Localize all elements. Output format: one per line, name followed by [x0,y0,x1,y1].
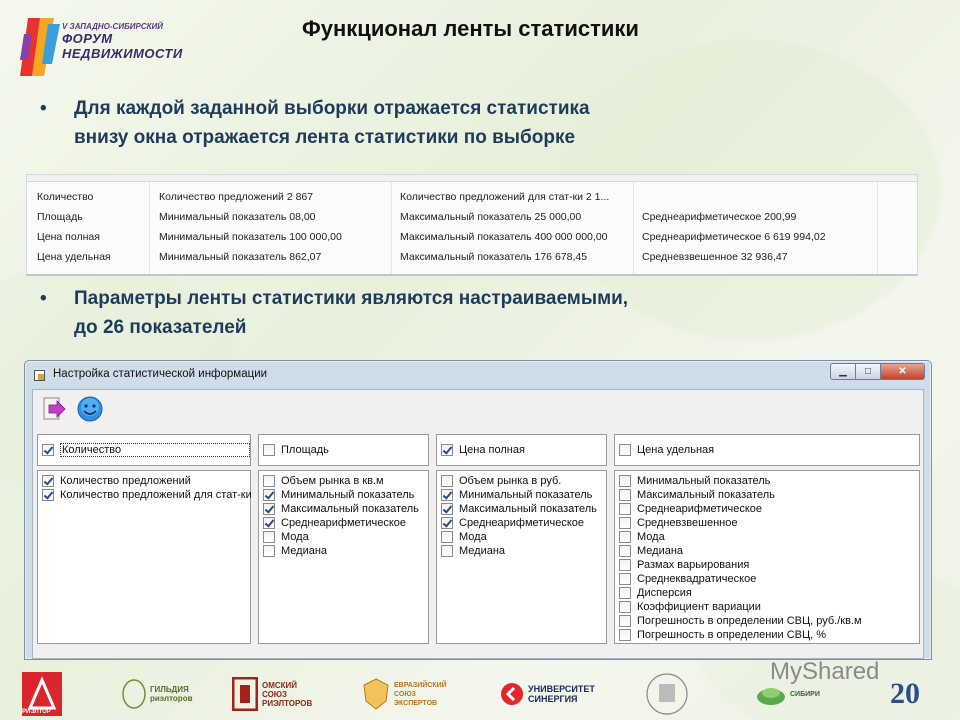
list-item[interactable] [619,558,749,572]
list-item-label: Медиана [281,545,328,557]
checkbox[interactable] [441,517,453,529]
eurasian-union-logo-icon [362,677,390,711]
group-list-unit-price [614,470,920,644]
strip-cell: Максимальный показатель 25 000,00 [400,211,582,223]
statistics-strip [26,174,918,276]
forum-logo [20,14,183,80]
checkbox[interactable] [441,475,453,487]
logo-line-2: НЕДВИЖИМОСТИ [62,46,183,61]
checkbox[interactable] [441,545,453,557]
list-item[interactable] [619,628,826,642]
list-item-label: Среднеквадратическое [637,573,757,585]
group-header-quantity [37,434,251,466]
bullet-2-line-2: до 26 показателей [74,317,247,338]
list-item[interactable] [619,572,756,586]
partner-logo-20 [890,672,920,716]
partner-logo-eurasian-union [362,672,447,716]
list-item-label: Минимальный показатель [459,489,593,501]
dialog-client-area [32,389,924,659]
checkbox[interactable] [619,629,631,641]
checkbox[interactable] [619,587,631,599]
checkbox[interactable] [441,489,453,501]
list-item-label: Минимальный показатель [281,489,415,501]
list-item[interactable] [619,488,775,502]
list-item[interactable] [441,488,592,502]
checkbox[interactable] [263,517,275,529]
minimize-button[interactable]: ▁ [830,363,856,380]
bullet-1-line-1: Для каждой заданной выборки отражается статистика [74,98,590,119]
bullet-2-line-1: Параметры ленты статистики являются настраиваемыми, [74,288,629,309]
list-item[interactable] [263,516,406,530]
checkbox-label: Цена полная [459,444,525,456]
strip-header-bar [27,175,917,182]
list-item-label: Размах варьирования [637,559,750,571]
list-item[interactable] [619,614,862,628]
list-item[interactable] [441,516,584,530]
list-item-label: Максимальный показатель [281,503,419,515]
dialog-titlebar[interactable] [25,361,931,389]
checkbox[interactable] [619,489,631,501]
partner-logo-text: СОЮЗ [262,689,288,699]
dialog-title: Настройка статистической информации [53,368,268,380]
strip-cell: Минимальный показатель 862,07 [159,251,322,263]
logo-line-1: ФОРУМ [62,31,113,46]
partner-logo-text: ГИЛЬДИЯ [150,685,189,694]
checkbox-label: Цена удельная [637,444,715,456]
header-checkbox-row[interactable] [263,443,329,457]
partner-logo-text: РИЭЛТОР [22,709,51,715]
bullet-marker: • [40,288,47,309]
strip-cell: Количество [37,191,94,203]
list-item[interactable] [619,586,692,600]
strip-cell: Максимальный показатель 400 000 000,00 [400,231,608,243]
list-item-label: Мода [459,531,487,543]
partner-logo-text: УНИВЕРСИТЕТ [528,684,595,694]
header-checkbox-row[interactable] [42,443,250,457]
watermark: MyShared [770,658,880,685]
group-list-area [258,470,429,644]
list-item[interactable] [42,474,191,488]
checkbox[interactable] [619,601,631,613]
bullet-1-line-2: внизу окна отражается лента статистики по выборке [74,127,576,148]
partner-logo-synergy [500,672,595,716]
partner-logo-text: риэлторов [150,694,193,703]
list-item-label: Дисперсия [637,587,692,599]
close-button[interactable]: ✕ [881,363,925,380]
list-item-label: Минимальный показатель [637,475,771,487]
strip-cell: Максимальный показатель 176 678,45 [400,251,588,263]
list-item-label: Максимальный показатель [459,503,597,515]
list-item-label: Коэффициент вариации [637,601,761,613]
strip-cell [642,187,826,207]
dialog-toolbar [33,390,923,426]
checkbox[interactable] [263,531,275,543]
list-item-label: Погрешность в определении СВЦ, % [637,629,827,641]
list-item[interactable] [263,502,419,516]
omsk-union-logo-icon [232,677,258,711]
strip-cell: Среднеарифметическое 6 619 994,02 [642,231,826,243]
list-item-label: Объем рынка в кв.м [281,475,384,487]
strip-cell: Средневзвешенное 32 936,47 [642,251,788,263]
list-item-label: Среднеарифметическое [281,517,406,529]
partner-logo-omsk-union [232,672,312,716]
checkbox[interactable] [619,573,631,585]
partner-logo-guild [122,672,193,716]
list-item[interactable] [619,544,683,558]
strip-divider [149,182,150,274]
list-item[interactable] [263,544,327,558]
list-item-label: Медиана [637,545,684,557]
checkbox[interactable] [619,545,631,557]
group-header-unit-price [614,434,920,466]
list-item-label: Средневзвешенное [637,517,738,529]
strip-cell: Количество предложений 2 867 [159,191,314,203]
strip-cell: Количество предложений для стат-ки 2 1... [400,191,610,203]
checkbox[interactable] [263,444,275,456]
checkbox-label: Площадь [281,444,329,456]
list-item[interactable] [441,544,505,558]
smiley-icon[interactable] [77,396,103,422]
strip-cell: Цена полная [37,231,100,243]
checkbox[interactable] [42,475,54,487]
list-item[interactable] [441,474,561,488]
checkbox[interactable] [619,475,631,487]
partner-logo-text: СИБИРИ [790,690,820,698]
list-item[interactable] [619,474,770,488]
checkbox[interactable] [263,503,275,515]
partner-logo-text: ЕВРАЗИЙСКИЙ [394,681,447,689]
group-list-full-price [436,470,607,644]
strip-cell: Цена удельная [37,251,111,263]
checkbox[interactable] [619,517,631,529]
checkbox[interactable] [619,615,631,627]
checkbox[interactable] [619,503,631,515]
strip-cell: Площадь [37,211,83,223]
strip-column-4 [642,187,826,267]
list-item[interactable] [263,530,309,544]
bullet-marker: • [40,98,47,119]
group-list-quantity [37,470,251,644]
list-item-label: Объем рынка в руб. [459,475,562,487]
checkbox[interactable] [619,444,631,456]
list-item[interactable] [619,502,762,516]
checkbox-label: Количество [60,443,250,457]
partner-logo-text: 20 [890,677,920,710]
checkbox[interactable] [441,444,453,456]
checkbox[interactable] [619,531,631,543]
list-item-label: Количество предложений для стат-ки [60,489,252,501]
strip-column-2 [159,187,342,267]
list-item[interactable] [619,530,665,544]
forum-logo-icon [20,14,60,80]
strip-cell: Минимальный показатель 100 000,00 [159,231,342,243]
list-item-label: Мода [281,531,309,543]
list-item[interactable] [441,530,487,544]
list-item[interactable] [619,516,737,530]
strip-cell: Минимальный показатель 08,00 [159,211,316,223]
strip-cell: Среднеарифметическое 200,99 [642,211,797,223]
construction-logo-icon [642,672,692,716]
maximize-button[interactable]: □ [856,363,881,380]
checkbox[interactable] [619,559,631,571]
strip-divider [877,182,878,274]
list-item[interactable] [619,600,761,614]
window-icon [34,370,45,381]
group-header-full-price [436,434,607,466]
strip-column-3 [400,187,609,267]
list-item-label: Количество предложений [60,475,191,487]
partner-logo-text: СИНЕРГИЯ [528,694,578,704]
partner-logo-text: ЭКСПЕРТОВ [394,699,438,707]
list-item-label: Среднеарифметическое [637,503,762,515]
page-title: Функционал ленты статистики [302,16,639,41]
partner-logo-realtor [22,672,62,716]
partner-logo-text: РИЭЛТОРОВ [262,698,313,708]
partner-logo-text: ОМСКИЙ [262,680,298,690]
header-checkbox-row[interactable] [619,443,714,457]
guild-logo-icon [122,679,146,709]
list-item[interactable] [263,488,414,502]
checkbox[interactable] [441,503,453,515]
list-item-label: Медиана [459,545,506,557]
list-item-label: Среднеарифметическое [459,517,584,529]
statistics-settings-dialog [24,360,932,660]
checkbox[interactable] [42,444,54,456]
logo-subtitle: V ЗАПАДНО-СИБИРСКИЙ [62,22,164,31]
checkbox[interactable] [263,489,275,501]
synergy-logo-icon [500,682,524,706]
list-item-label: Максимальный показатель [637,489,775,501]
list-item[interactable] [42,488,252,502]
header-checkbox-row[interactable] [441,443,525,457]
checkbox[interactable] [42,489,54,501]
list-item[interactable] [263,474,384,488]
checkbox[interactable] [263,545,275,557]
partner-logo-text: СОЮЗ [394,690,416,698]
list-item[interactable] [441,502,597,516]
strip-column-category [37,187,111,267]
strip-divider [391,182,392,274]
list-item-label: Мода [637,531,665,543]
checkbox[interactable] [441,531,453,543]
checkbox[interactable] [263,475,275,487]
strip-divider [633,182,634,274]
partner-logo-construction [642,672,692,716]
list-item-label: Погрешность в определении СВЦ, руб./кв.м [637,615,862,627]
export-arrow-icon[interactable] [41,396,67,422]
group-header-area [258,434,429,466]
